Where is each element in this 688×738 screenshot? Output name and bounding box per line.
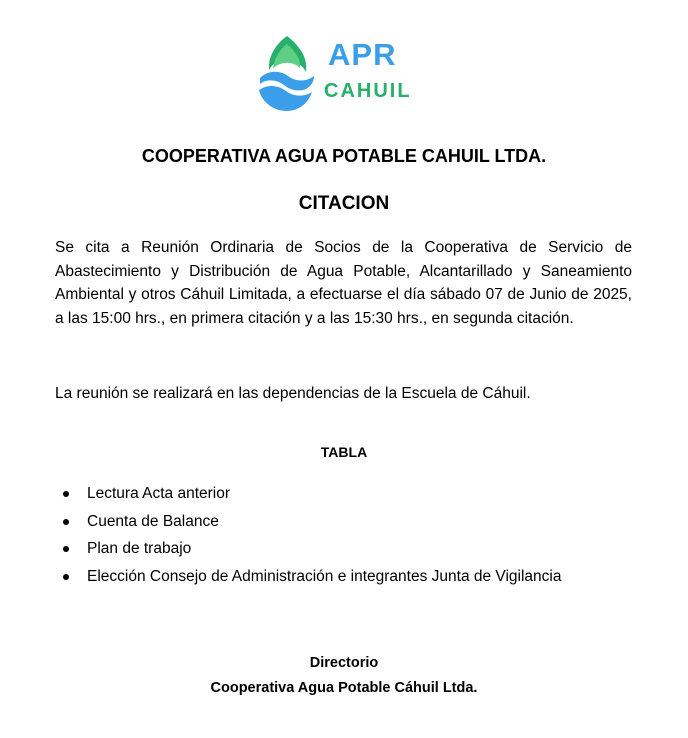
organization-title: COOPERATIVA AGUA POTABLE CAHUIL LTDA. — [141, 146, 547, 166]
signature-directorio: Directorio — [309, 655, 379, 671]
bullet-icon — [63, 519, 69, 525]
meeting-location: La reunión se realizará en las dependencias de la Escuela de Cáhuil. — [55, 385, 531, 402]
agenda-item-label: Cuenta de Balance — [87, 512, 219, 530]
bullet-icon — [63, 546, 69, 552]
agenda-item — [55, 510, 561, 538]
citation-paragraph: Se cita a Reunión Ordinaria de Socios de la Cooperativa de Servicio de Abastecimiento y Distribución de Agua Potable, Alcantarillado y Saneamiento Ambiental y otros Cáhuil Limitada, a efectuarse el día sábado 07 de Junio de 2025, a las 15:00 hrs., en primera citación y a las 15:30 hrs., en segunda citación. — [55, 239, 632, 327]
agenda-item — [55, 482, 561, 510]
agenda-item — [55, 565, 561, 593]
agenda-item-label: Lectura Acta anterior — [87, 485, 231, 502]
logo-text-cahuil: CAHUIL — [324, 80, 412, 102]
agenda-item — [55, 537, 561, 565]
signature-organization: Cooperativa Agua Potable Cáhuil Ltda. — [210, 680, 478, 696]
agenda-title: TABLA — [320, 444, 368, 460]
agenda-list — [55, 482, 561, 592]
logo-text-apr: APR — [328, 37, 397, 72]
bullet-icon — [63, 574, 69, 580]
bullet-icon — [63, 491, 69, 497]
agenda-item-label: Plan de trabajo — [87, 540, 192, 557]
document-title: CITACION — [298, 193, 390, 214]
water-drop-wave-icon — [256, 34, 318, 112]
logo-wave-lower — [259, 86, 312, 111]
agenda-item-label: Elección Consejo de Administración e integrantes Junta de Vigilancia — [87, 567, 562, 585]
apr-cahuil-logo — [256, 34, 426, 114]
